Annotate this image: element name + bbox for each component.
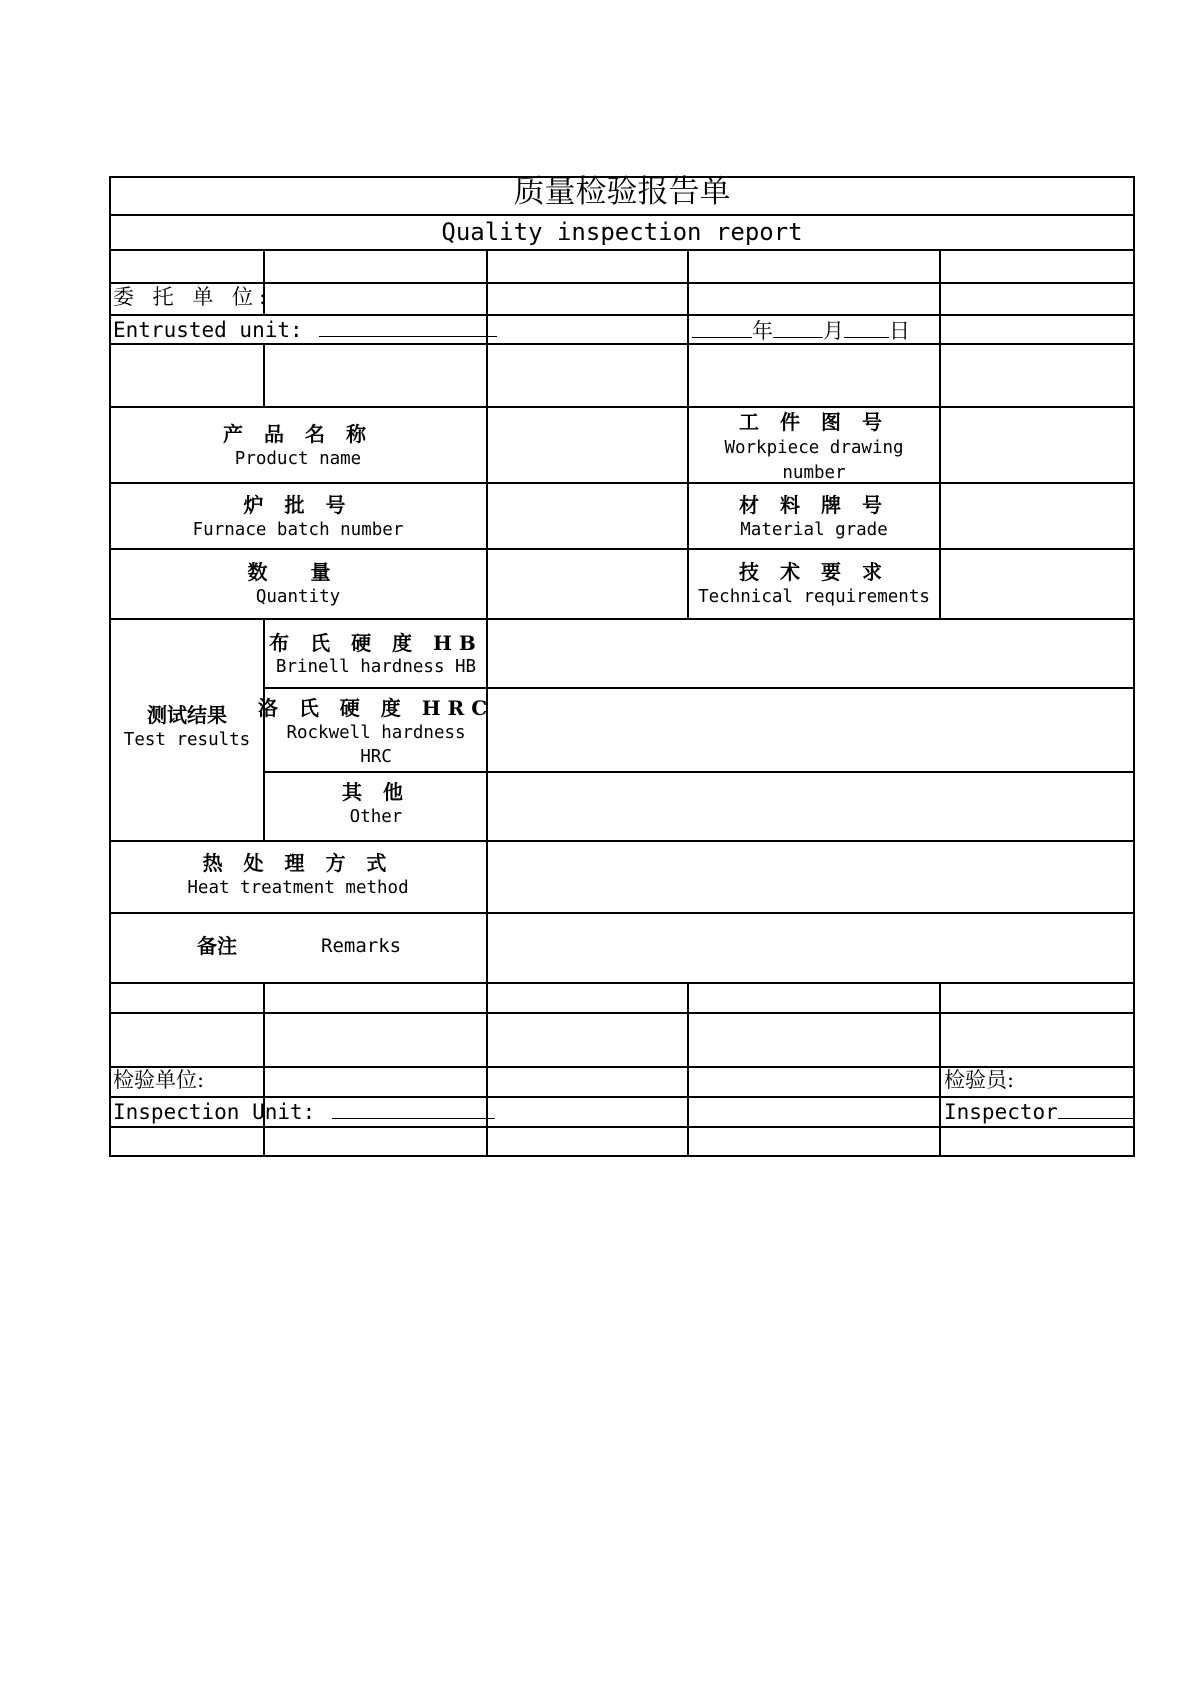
- rockwell-label-en-hrc: HRC: [360, 747, 392, 767]
- inspection-unit-blank[interactable]: [332, 1098, 495, 1119]
- date-field: [692, 317, 910, 344]
- material-grade-label-zh: 材 料 牌 号: [739, 493, 889, 517]
- month-label: 月: [823, 319, 844, 343]
- material-grade-label-en: Material grade: [740, 520, 888, 540]
- inspector-blank[interactable]: [1058, 1098, 1133, 1119]
- heat-treatment-label-en: Heat treatment method: [187, 878, 409, 898]
- quality-inspection-form: [109, 176, 1135, 1157]
- technical-requirements-label-zh: 技 术 要 求: [739, 560, 889, 584]
- rockwell-label-en: Rockwell hardness: [286, 723, 466, 743]
- other-label-en: Other: [349, 807, 403, 827]
- month-blank[interactable]: [773, 317, 823, 338]
- entrusted-unit-label-en: Entrusted unit:: [113, 316, 497, 343]
- report-title-en: Quality inspection report: [441, 218, 803, 246]
- technical-requirements-label-en: Technical requirements: [698, 587, 930, 607]
- remarks-label-zh: 备注: [197, 934, 237, 958]
- day-blank[interactable]: [844, 317, 889, 338]
- other-label-zh: 其 他: [342, 780, 410, 804]
- inspector-label-en: Inspector: [944, 1098, 1133, 1125]
- furnace-batch-label-zh: 炉 批 号: [243, 493, 353, 517]
- inspector-label-zh: 检验员:: [944, 1068, 1015, 1092]
- product-name-label-zh: 产 品 名 称: [223, 422, 373, 446]
- inspection-unit-label-zh: 检验单位:: [113, 1068, 205, 1092]
- drawing-number-label-en: Workpiece drawing number: [724, 438, 904, 483]
- furnace-batch-label-en: Furnace batch number: [192, 520, 404, 540]
- heat-treatment-label-zh: 热 处 理 方 式: [202, 851, 394, 875]
- report-title-zh: 质量检验报告单: [513, 174, 731, 210]
- quantity-label-en: Quantity: [255, 587, 341, 607]
- test-results-label-zh: 测试结果: [147, 703, 227, 727]
- entrusted-unit-blank[interactable]: [319, 316, 497, 337]
- remarks-label-en: Remarks: [321, 935, 402, 957]
- brinell-label-en: Brinell hardness HB: [275, 657, 477, 677]
- year-blank[interactable]: [692, 317, 752, 338]
- test-results-label-en: Test results: [123, 730, 251, 750]
- rockwell-label-zh: 洛 氏 硬 度 HRC: [257, 696, 495, 720]
- quantity-label-zh: 数 量: [247, 560, 349, 584]
- product-name-label-en: Product name: [234, 449, 362, 469]
- inspection-unit-label-en: Inspection Unit:: [113, 1098, 495, 1125]
- brinell-label-zh: 布 氏 硬 度 HB: [269, 631, 483, 655]
- year-label: 年: [752, 319, 773, 343]
- entrusted-unit-label-zh: 委 托 单 位:: [113, 285, 273, 309]
- drawing-number-label-zh: 工 件 图 号: [739, 410, 889, 434]
- day-label: 日: [889, 319, 910, 343]
